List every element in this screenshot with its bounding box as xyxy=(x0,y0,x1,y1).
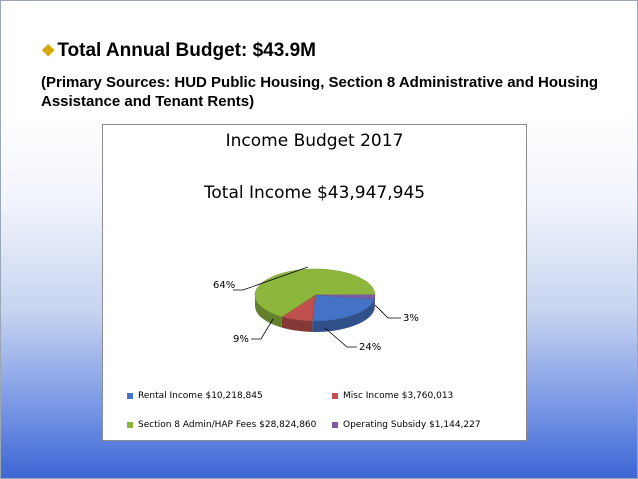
legend-swatch xyxy=(127,422,133,428)
slide-title xyxy=(41,40,316,62)
slice-label-operating-subsidy: 3% xyxy=(403,313,419,324)
pie-chart xyxy=(102,124,527,441)
legend-swatch xyxy=(332,422,338,428)
diamond-bullet-icon: ❖ xyxy=(41,43,56,60)
chart-title: Income Budget 2017 xyxy=(225,131,404,151)
legend-swatch xyxy=(127,393,133,399)
chart-subtitle: Total Income $43,947,945 xyxy=(203,183,426,203)
slice-label-section8: 64% xyxy=(213,280,236,291)
legend-item-operating-subsidy: Operating Subsidy $1,144,227 xyxy=(332,420,481,430)
slide-subtitle: (Primary Sources: HUD Public Housing, Section 8 Administrative and Housing Assistance and Tenant Rents) xyxy=(41,74,599,110)
legend-item-rental: Rental Income $10,218,845 xyxy=(127,391,263,401)
slice-label-rental: 24% xyxy=(359,342,382,353)
legend-item-section8: Section 8 Admin/HAP Fees $28,824,860 xyxy=(127,420,316,430)
legend-swatch xyxy=(332,393,338,399)
legend-item-misc: Misc Income $3,760,013 xyxy=(332,391,453,401)
leader-line-1 xyxy=(375,305,401,318)
slice-label-misc: 9% xyxy=(233,334,249,345)
slide-title-text: Total Annual Budget: $43.9M xyxy=(57,40,316,61)
